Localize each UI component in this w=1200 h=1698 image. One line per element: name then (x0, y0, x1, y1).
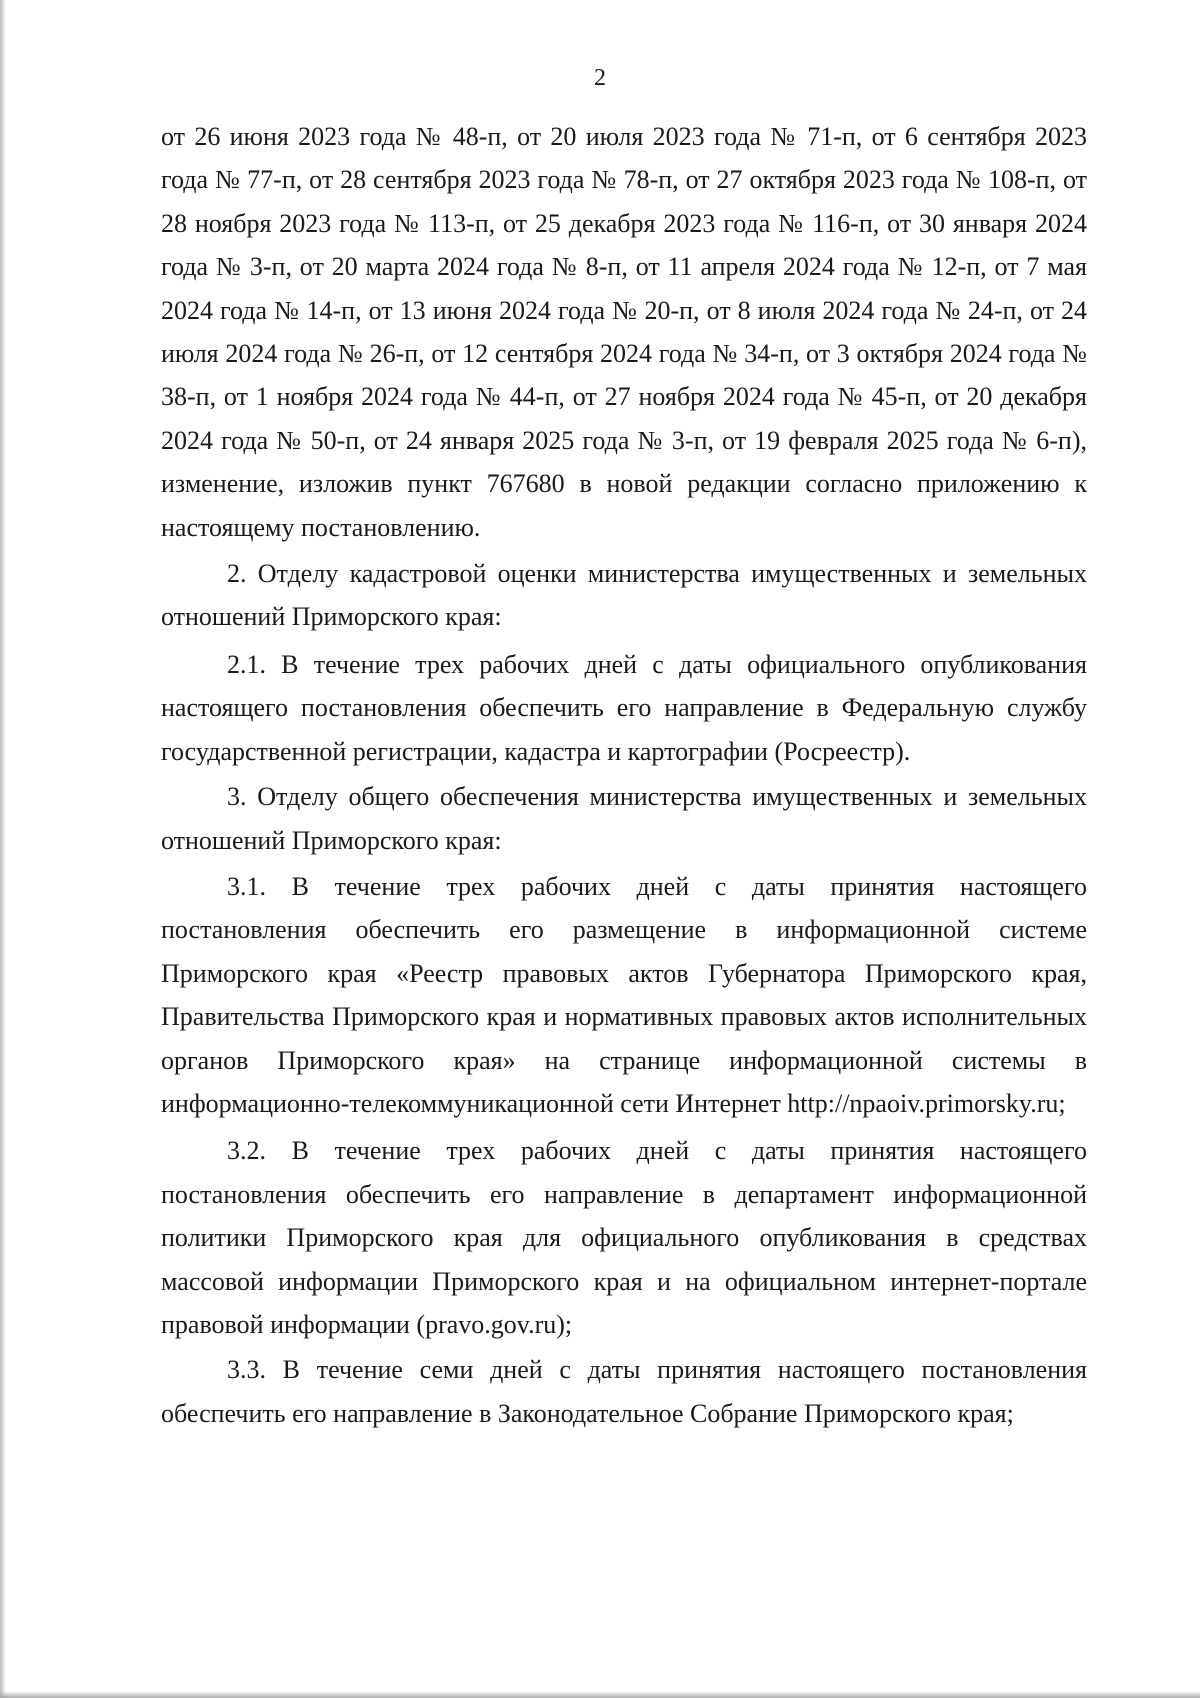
paragraph-item-2-1: 2.1. В течение трех рабочих дней с даты официального опубликования настоящего постановления обеспечить его направление в Федеральную службу государственной регистрации, кадастра и картографии (Росреестр). (161, 649, 1087, 766)
paragraph-item-3-3: 3.3. В течение семи дней с даты принятия настоящего постановления обеспечить его направление в Законодательное Собрание Приморского края; (161, 1355, 1087, 1428)
scan-edge-bottom (0, 1691, 1200, 1698)
document-body (161, 115, 1087, 1435)
page-number: 2 (594, 65, 606, 91)
paragraph-item-3-2: 3.2. В течение трех рабочих дней с даты принятия настоящего постановления обеспечить его направление в департамент информационной политики Приморского края для официального опубликования в средствах массовой информации Приморского края и на официальном интернет-портале правовой информации (pravo.gov.ru); (161, 1136, 1087, 1339)
scan-edge-left (0, 0, 6, 1698)
paragraph-item-3: 3. Отделу общего обеспечения министерства имущественных и земельных отношений Приморского края: (161, 782, 1087, 855)
paragraph-amendment-list: от 26 июня 2023 года № 48-п, от 20 июля 2023 года № 71-п, от 6 сентября 2023 года № 77-п, от 28 сентября 2023 года № 78-п, от 27 октября 2023 года № 108-п, от 28 ноября 2023 года № 113-п, от 25 декабря 2023 года № 116-п, от 30 января 2024 года № 3-п, от 20 марта 2024 года № 8-п, от 11 апреля 2024 года № 12-п, от 7 мая 2024 года № 14-п, от 13 июня 2024 года № 20-п, от 8 июля 2024 года № 24-п, от 24 июля 2024 года № 26-п, от 12 сентября 2024 года № 34-п, от 3 октября 2024 года № 38-п, от 1 ноября 2024 года № 44-п, от 27 ноября 2024 года № 45-п, от 20 декабря 2024 года № 50-п, от 24 января 2025 года № 3-п, от 19 февраля 2025 года № 6-п), изменение, изложив пункт 767680 в новой редакции согласно приложению к настоящему постановлению. (161, 122, 1087, 542)
paragraph-item-2: 2. Отделу кадастровой оценки министерства имущественных и земельных отношений Приморского края: (161, 559, 1087, 632)
paragraph-item-3-1: 3.1. В течение трех рабочих дней с даты принятия настоящего постановления обеспечить его размещение в информационной системе Приморского края «Реестр правовых актов Губернатора Приморского края, Правительства Приморского края и нормативных правовых актов исполнительных органов Приморского края» на странице информационной системы в информационно-телекоммуникационной сети Интернет http://npaoiv.primorsky.ru; (161, 871, 1087, 1118)
